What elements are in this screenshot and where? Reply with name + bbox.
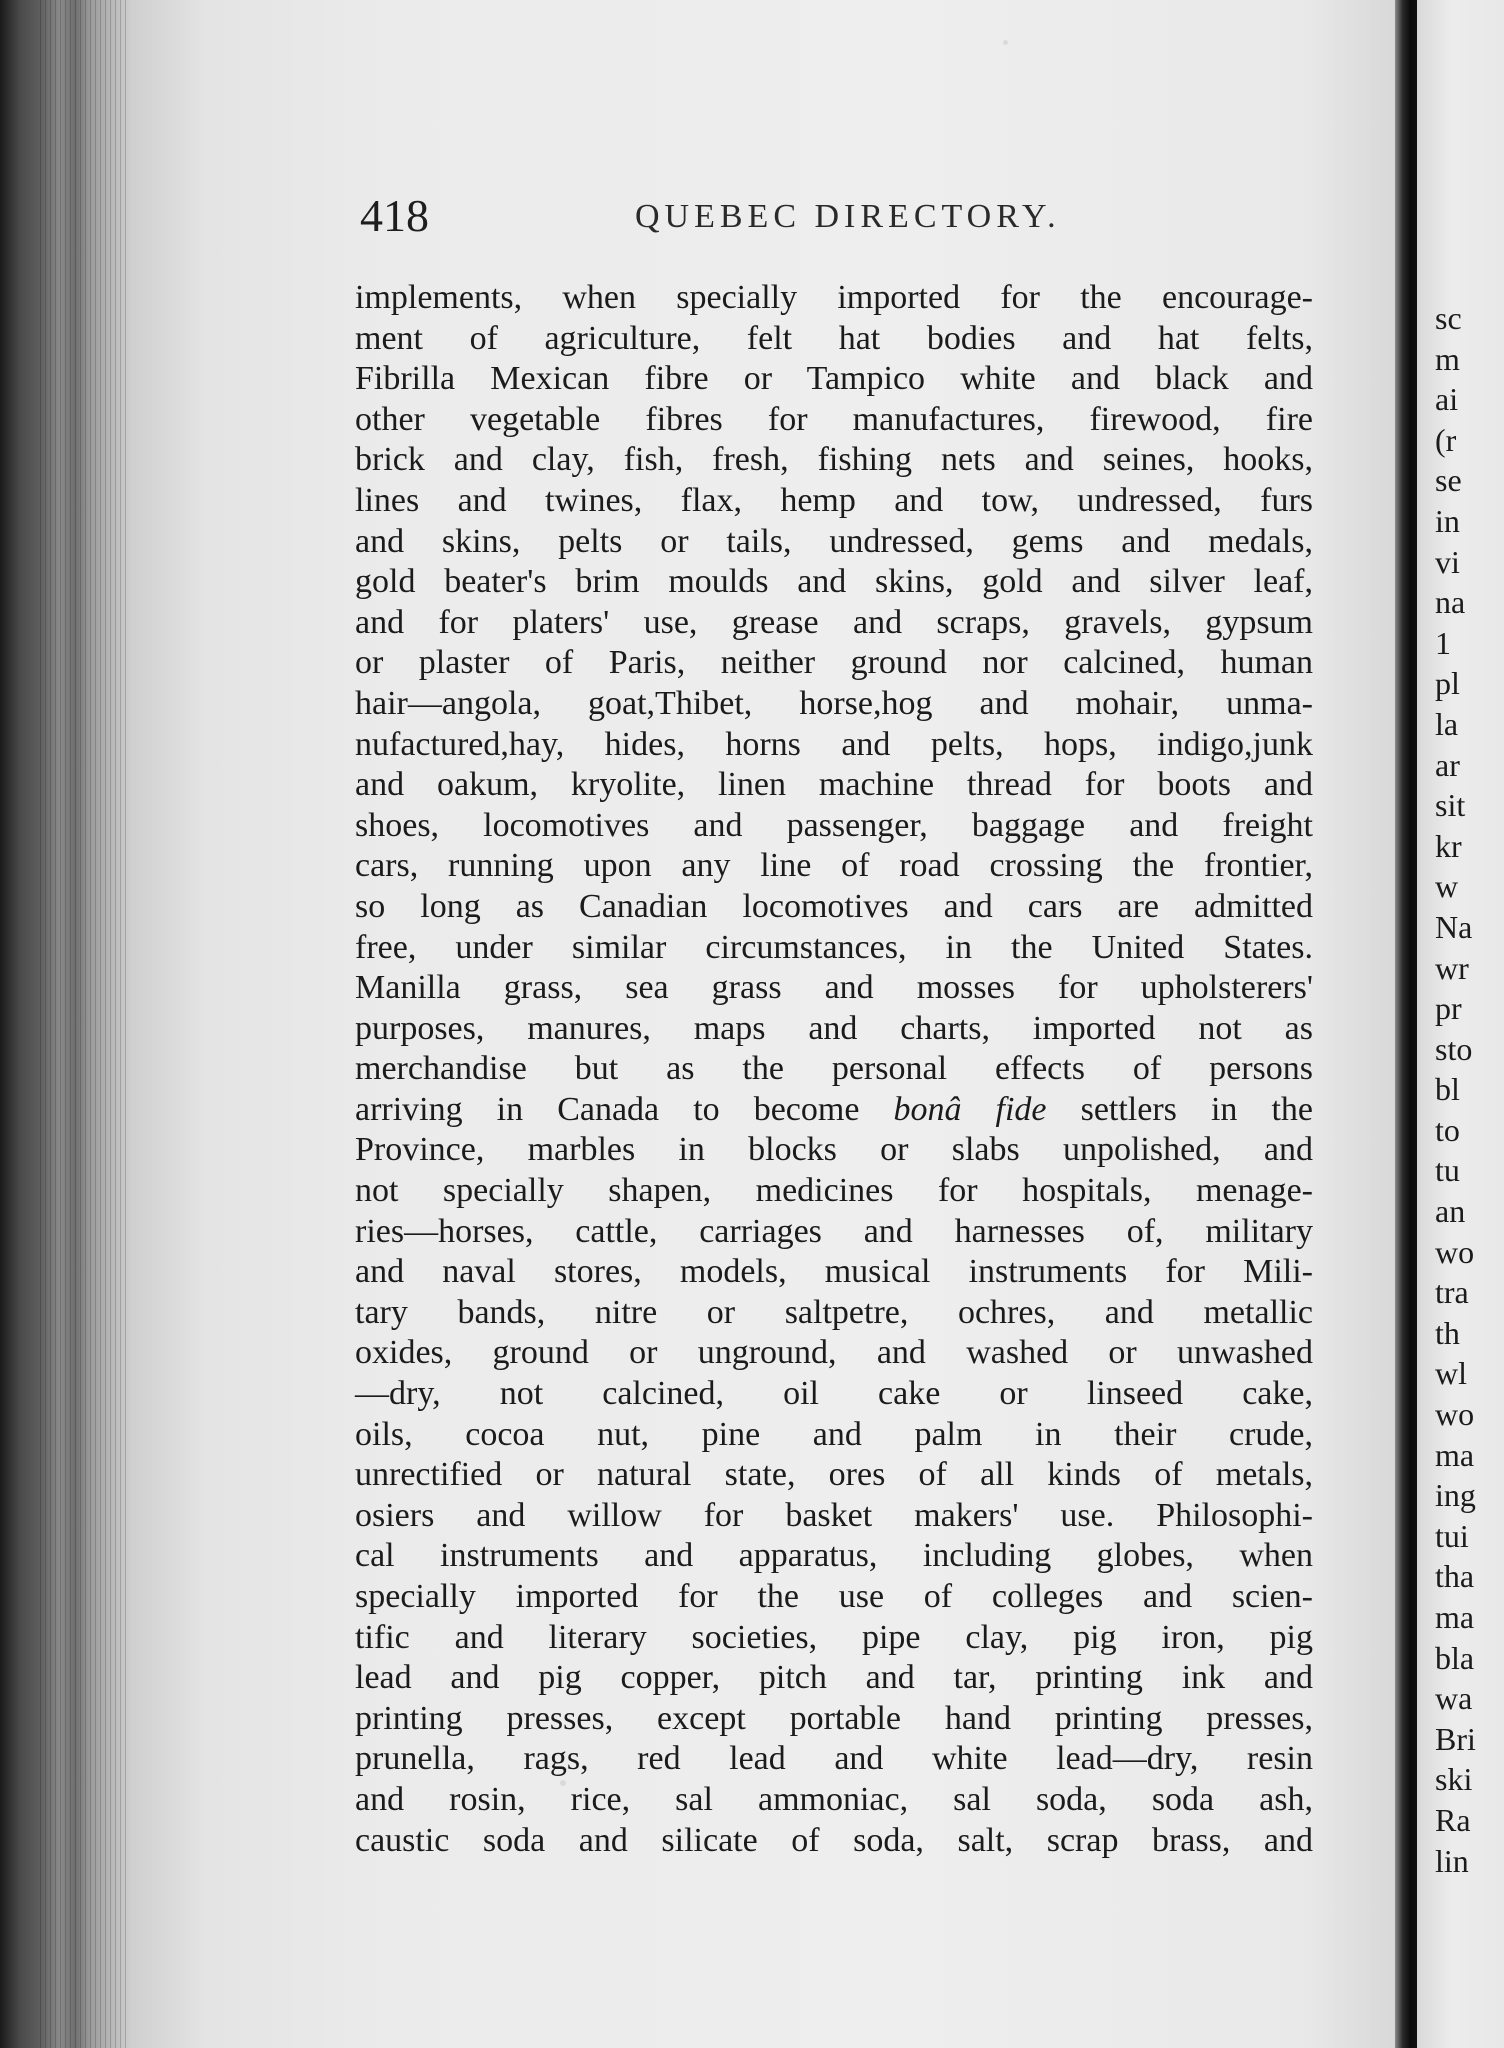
facing-page-fragment: an	[1435, 1193, 1466, 1230]
text-line: ment of agriculture, felt hat bodies and hat felts,	[355, 319, 1313, 357]
text-line: gold beater's brim moulds and skins, gold and silver leaf,	[355, 563, 1313, 601]
facing-page-fragment: sc	[1435, 300, 1462, 336]
paper-speck	[1003, 40, 1008, 45]
text-line: printing presses, except portable hand printing presses,	[355, 1699, 1313, 1737]
facing-page-fragment: se	[1435, 462, 1462, 499]
facing-page-fragment: tu	[1435, 1152, 1460, 1189]
facing-page-fragment: tha	[1435, 1558, 1475, 1595]
facing-page-text	[1435, 298, 1476, 1881]
facing-page-fragment: bla	[1435, 1639, 1475, 1676]
facing-page-fragment: lin	[1435, 1842, 1469, 1879]
text-line: cal instruments and apparatus, including globes, when	[355, 1537, 1313, 1575]
facing-page-fragment: w	[1435, 868, 1459, 905]
text-line: and for platers' use, grease and scraps, gravels, gypsum	[355, 603, 1313, 641]
facing-page-fragment: ar	[1435, 746, 1460, 783]
text-line-segment: arriving in Canada to become	[355, 1090, 894, 1128]
facing-page-fragment: pl	[1435, 665, 1460, 702]
facing-page-fragment: wr	[1435, 949, 1469, 986]
facing-page-fragment: ai	[1435, 381, 1459, 418]
page-stack-lines	[40, 0, 130, 2048]
facing-page-fragment: ma	[1435, 1436, 1475, 1473]
text-line: other vegetable fibres for manufactures, firewood, fire	[355, 400, 1313, 438]
facing-page-fragment: th	[1435, 1314, 1460, 1351]
facing-page-fragment: na	[1435, 584, 1466, 621]
facing-page-fragment: ski	[1435, 1761, 1473, 1798]
facing-page-fragment: wo	[1435, 1396, 1475, 1433]
facing-page-fragment: to	[1435, 1111, 1460, 1148]
facing-page-fragment: sit	[1435, 787, 1466, 824]
facing-page-fragment: sto	[1435, 1030, 1473, 1067]
italic-phrase: bonâ fide	[893, 1090, 1047, 1128]
text-line: not specially shapen, medicines for hospitals, menage-	[355, 1172, 1313, 1210]
facing-page-fragment: wo	[1435, 1233, 1475, 1270]
text-line: and rosin, rice, sal ammoniac, sal soda, soda ash,	[355, 1780, 1313, 1818]
text-line: Manilla grass, sea grass and mosses for upholsterers'	[355, 969, 1313, 1007]
text-line: nufactured,hay, hides, horns and pelts, hops, indigo,junk	[355, 725, 1313, 763]
text-line: cars, running upon any line of road crossing the frontier,	[355, 847, 1313, 885]
text-line: hair—angola, goat,Thibet, horse,hog and mohair, unma-	[355, 684, 1313, 722]
facing-page-fragment: kr	[1435, 827, 1462, 864]
body-text-column	[355, 278, 1313, 1861]
text-line: oils, cocoa nut, pine and palm in their crude,	[355, 1415, 1313, 1453]
text-line: tary bands, nitre or saltpetre, ochres, and metallic	[355, 1293, 1313, 1331]
text-line: ries—horses, cattle, carriages and harnesses of, military	[355, 1212, 1313, 1250]
text-line: lines and twines, flax, hemp and tow, undressed, furs	[355, 481, 1313, 519]
text-line: merchandise but as the personal effects of persons	[355, 1050, 1313, 1088]
text-line: specially imported for the use of colleges and scien-	[355, 1578, 1313, 1615]
facing-page-fragment: wl	[1435, 1355, 1467, 1392]
facing-page	[1417, 0, 1504, 2048]
facing-page-fragment: m	[1435, 340, 1460, 377]
text-line: —dry, not calcined, oil cake or linseed cake,	[355, 1375, 1313, 1413]
text-line: shoes, locomotives and passenger, baggage and freight	[355, 806, 1313, 844]
text-line: free, under similar circumstances, in the United States.	[355, 928, 1313, 966]
text-line: lead and pig copper, pitch and tar, printing ink and	[355, 1659, 1313, 1697]
page-number: 418	[360, 190, 429, 241]
facing-page-fragment: wa	[1435, 1680, 1473, 1717]
text-line: and oakum, kryolite, linen machine thread for boots and	[355, 766, 1313, 804]
facing-page-fragment: ing	[1435, 1477, 1476, 1514]
page-header	[360, 186, 1310, 246]
facing-page-fragment: Bri	[1435, 1720, 1476, 1757]
facing-page-fragment: Ra	[1435, 1801, 1471, 1838]
facing-page-fragment: tui	[1435, 1517, 1469, 1554]
book-gutter	[1395, 0, 1417, 2048]
text-line: and skins, pelts or tails, undressed, gems and medals,	[355, 522, 1313, 560]
text-line: unrectified or natural state, ores of all kinds of metals,	[355, 1456, 1313, 1494]
text-line: tific and literary societies, pipe clay, pig iron, pig	[355, 1618, 1313, 1656]
text-line: and naval stores, models, musical instruments for Mili-	[355, 1253, 1313, 1291]
facing-page-fragment: pr	[1435, 990, 1462, 1027]
book-page-stack-edge	[0, 0, 135, 2048]
facing-page-fragment: (r	[1435, 421, 1457, 458]
text-line-segment: settlers in the	[1046, 1090, 1313, 1128]
facing-page-fragment: tra	[1435, 1274, 1469, 1311]
text-line: purposes, manures, maps and charts, imported not as	[355, 1009, 1313, 1047]
facing-page-fragment: vi	[1435, 543, 1460, 580]
text-line: or plaster of Paris, neither ground nor calcined, human	[355, 644, 1313, 682]
text-line: Fibrilla Mexican fibre or Tampico white and black and	[355, 360, 1313, 398]
text-line: so long as Canadian locomotives and cars are admitted	[355, 887, 1313, 925]
facing-page-fragment: 1	[1435, 624, 1451, 661]
text-line: osiers and willow for basket makers' use. Philosophi-	[355, 1496, 1313, 1534]
text-line: brick and clay, fish, fresh, fishing nets and seines, hooks,	[355, 441, 1313, 479]
facing-page-fragment: Na	[1435, 908, 1473, 945]
text-line: prunella, rags, red lead and white lead—dry, resin	[355, 1740, 1313, 1778]
text-line: implements, when specially imported for the encourage-	[355, 279, 1313, 316]
text-line	[355, 1090, 1313, 1131]
facing-page-fragment: bl	[1435, 1071, 1460, 1108]
text-line: Province, marbles in blocks or slabs unpolished, and	[355, 1131, 1313, 1169]
text-line: oxides, ground or unground, and washed or unwashed	[355, 1334, 1313, 1372]
facing-page-fragment: in	[1435, 502, 1460, 539]
facing-page-fragment: la	[1435, 705, 1459, 742]
text-line: caustic soda and silicate of soda, salt, scrap brass, and	[355, 1821, 1313, 1859]
running-head: QUEBEC DIRECTORY.	[635, 198, 1061, 235]
facing-page-fragment: ma	[1435, 1599, 1475, 1635]
